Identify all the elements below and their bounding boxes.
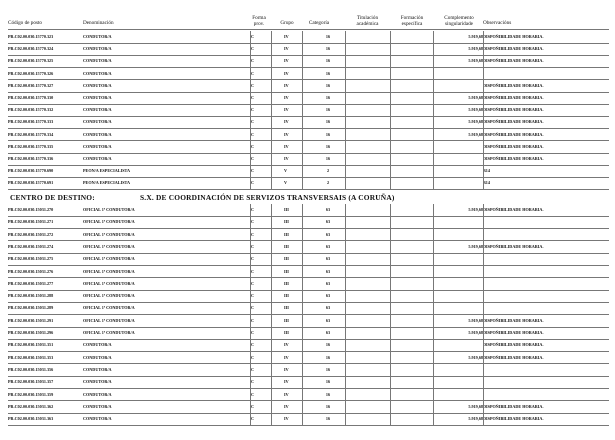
table-row <box>8 204 609 216</box>
cell-forma: C <box>251 317 255 323</box>
cell-complemento: 5.919,68 <box>468 58 483 64</box>
cell-complemento: 5.919,68 <box>468 207 483 212</box>
cell-denominacion: CONDUTOR/A <box>83 70 112 76</box>
table-row <box>8 364 609 376</box>
column-separator <box>483 204 484 425</box>
cell-categoria: 63 <box>325 207 331 212</box>
cell-code: PR.C02.00.030.15031.271 <box>8 219 54 225</box>
cell-forma: C <box>251 305 255 311</box>
cell-grupo: III <box>284 330 289 335</box>
column-separator <box>345 204 346 425</box>
cell-complemento: 5.919,68 <box>468 95 483 100</box>
cell-code: PR.C02.00.030.15770.334 <box>8 131 54 137</box>
cell-forma: C <box>251 280 255 286</box>
cell-denominacion: CONDUTOR/A <box>83 143 112 149</box>
column-separator <box>433 31 434 190</box>
cell-grupo: IV <box>284 58 289 64</box>
cell-forma: C <box>251 379 255 385</box>
cell-grupo: IV <box>284 82 289 88</box>
cell-code: PR.C02.00.030.15770.333 <box>8 119 54 125</box>
cell-denominacion: OFICIAL 1ª CONDUTOR/A <box>83 330 135 335</box>
table-row <box>8 116 609 128</box>
column-separator <box>345 31 346 190</box>
table-row <box>8 241 609 253</box>
table-row <box>8 266 609 278</box>
cell-grupo: III <box>284 256 289 262</box>
row-rule <box>8 189 609 190</box>
cell-categoria: 16 <box>325 70 331 76</box>
header-titulacion <box>345 15 390 27</box>
cell-denominacion: CONDUTOR/A <box>83 379 112 385</box>
cell-code: PR.C02.00.030.15031.276 <box>8 268 54 274</box>
cell-categoria: 16 <box>325 391 331 397</box>
cell-complemento: 5.919,68 <box>468 416 483 422</box>
cell-code: PR.C02.00.030.15031.351 <box>8 342 54 348</box>
cell-complemento: 5.919,68 <box>468 317 483 323</box>
cell-categoria: 2 <box>326 180 330 186</box>
cell-denominacion: OFICIAL 1ª CONDUTOR/A <box>83 256 135 262</box>
cell-observacions: DISPOÑIBILIDADE HORARIA. <box>483 403 544 409</box>
cell-categoria: 63 <box>325 231 331 237</box>
cell-code: PR.C02.00.030.15031.272 <box>8 231 54 237</box>
cell-denominacion: CONDUTOR/A <box>83 366 112 372</box>
cell-grupo: IV <box>284 391 289 397</box>
cell-forma: C <box>251 131 255 137</box>
cell-complemento: 5.919,68 <box>468 107 483 113</box>
cell-denominacion: CONDUTOR/A <box>83 46 112 52</box>
table-row <box>8 327 609 339</box>
cell-forma: C <box>251 330 255 335</box>
cell-categoria: 63 <box>325 243 331 249</box>
cell-forma: C <box>251 243 255 249</box>
cell-code: PR.C02.00.030.15031.289 <box>8 305 54 311</box>
cell-categoria: 63 <box>325 256 331 262</box>
cell-observacions: DISPOÑIBILIDADE HORARIA. <box>483 330 544 335</box>
cell-categoria: 16 <box>325 342 331 348</box>
column-separator <box>302 31 303 190</box>
cell-forma: C <box>251 416 255 422</box>
header-complemento-line2: singularidade <box>445 21 473 27</box>
cell-forma: C <box>251 95 255 100</box>
table-row <box>8 153 609 165</box>
cell-code: PR.C02.00.030.15031.353 <box>8 354 54 360</box>
header-categoria: Categoría <box>308 20 330 26</box>
cell-observacions: DISPOÑIBILIDADE HORARIA. <box>483 354 544 360</box>
cell-grupo: IV <box>284 366 289 372</box>
cell-complemento: 5.919,68 <box>468 243 483 249</box>
cell-complemento: 5.919,68 <box>468 403 483 409</box>
cell-code: PR.C02.00.030.15770.327 <box>8 82 54 88</box>
cell-grupo: V <box>284 168 288 174</box>
cell-forma: C <box>251 180 255 186</box>
header-formacion-line2: específica <box>401 21 423 27</box>
cell-observacions: DISPOÑIBILIDADE HORARIA. <box>483 34 544 39</box>
cell-code: PR.C02.00.030.15031.359 <box>8 391 54 397</box>
cell-categoria: 16 <box>325 379 331 385</box>
column-separator <box>483 31 484 190</box>
cell-grupo: III <box>284 268 289 274</box>
table-row <box>8 68 609 80</box>
header-forma-line2: prov. <box>253 21 265 27</box>
table-row <box>8 216 609 228</box>
cell-code: PR.C02.00.030.15031.356 <box>8 366 54 372</box>
cell-code: PR.C02.00.030.15031.288 <box>8 293 54 299</box>
cell-code: PR.C02.00.030.15770.690 <box>8 168 54 174</box>
cell-observacions: DISPOÑIBILIDADE HORARIA. <box>483 95 544 100</box>
cell-denominacion: CONDUTOR/A <box>83 416 112 422</box>
cell-denominacion: OFICIAL 1ª CONDUTOR/A <box>83 280 135 286</box>
table-row <box>8 31 609 43</box>
cell-categoria: 63 <box>325 330 331 335</box>
cell-grupo: IV <box>284 403 289 409</box>
cell-complemento: 5.919,68 <box>468 46 483 52</box>
cell-categoria: 16 <box>325 143 331 149</box>
table-row <box>8 352 609 364</box>
cell-code: PR.C02.00.030.15031.274 <box>8 243 54 249</box>
cell-denominacion: CONDUTOR/A <box>83 131 112 137</box>
cell-denominacion: OFICIAL 1ª CONDUTOR/A <box>83 219 135 225</box>
cell-complemento: 5.919,68 <box>468 354 483 360</box>
cell-code: PR.C02.00.030.15770.330 <box>8 95 54 100</box>
cell-grupo: IV <box>284 416 289 422</box>
cell-grupo: III <box>284 305 289 311</box>
cell-code: PR.C02.00.030.15031.363 <box>8 416 54 422</box>
cell-categoria: 16 <box>325 34 331 39</box>
cell-forma: C <box>251 403 255 409</box>
header-titulacion-line2: académica <box>356 21 379 27</box>
cell-complemento: 5.919,68 <box>468 330 483 335</box>
cell-categoria: 63 <box>325 317 331 323</box>
header-forma <box>248 15 270 27</box>
cell-grupo: IV <box>284 119 289 125</box>
cell-categoria: 16 <box>325 366 331 372</box>
cell-grupo: V <box>284 180 288 186</box>
cell-denominacion: PEON/A ESPECIALISTA <box>83 168 131 174</box>
table-row <box>8 55 609 67</box>
cell-grupo: IV <box>284 107 289 113</box>
cell-observacions: B14 <box>483 168 490 174</box>
cell-complemento: 5.919,68 <box>468 34 483 39</box>
cell-grupo: III <box>284 280 289 286</box>
cell-forma: C <box>251 219 255 225</box>
cell-forma: C <box>251 70 255 76</box>
cell-categoria: 16 <box>325 82 331 88</box>
table-row <box>8 376 609 388</box>
cell-code: PR.C02.00.030.15031.275 <box>8 256 54 262</box>
cell-denominacion: CONDUTOR/A <box>83 119 112 125</box>
cell-denominacion: OFICIAL 1ª CONDUTOR/A <box>83 231 135 237</box>
cell-grupo: IV <box>284 46 289 52</box>
cell-code: PR.C02.00.030.15770.324 <box>8 46 54 52</box>
cell-observacions: DISPOÑIBILIDADE HORARIA. <box>483 82 544 88</box>
header-forma-line1: Forma <box>252 15 266 21</box>
cell-denominacion: CONDUTOR/A <box>83 342 112 348</box>
cell-categoria: 63 <box>325 280 331 286</box>
cell-forma: C <box>251 46 255 52</box>
cell-code: PR.C02.00.030.15770.326 <box>8 70 54 76</box>
cell-grupo: IV <box>284 143 289 149</box>
cell-categoria: 16 <box>325 156 331 161</box>
cell-grupo: III <box>284 219 289 225</box>
cell-grupo: IV <box>284 131 289 137</box>
header-complemento-line1: Complemento <box>444 15 474 21</box>
table-row <box>8 253 609 265</box>
cell-observacions: DISPOÑIBILIDADE HORARIA. <box>483 156 544 161</box>
center-name: S.X. DE COORDINACIÓN DE SERVIZOS TRANSVERSAIS (A CORUÑA) <box>140 193 395 202</box>
column-separator <box>433 204 434 425</box>
cell-forma: C <box>251 342 255 348</box>
cell-forma: C <box>251 34 255 39</box>
cell-denominacion: CONDUTOR/A <box>83 58 112 64</box>
cell-code: PR.C02.00.030.15770.325 <box>8 58 54 64</box>
cell-code: PR.C02.00.030.15031.277 <box>8 280 54 286</box>
cell-code: PR.C02.00.030.15770.323 <box>8 34 54 39</box>
cell-code: PR.C02.00.030.15770.335 <box>8 143 54 149</box>
cell-complemento: 5.919,68 <box>468 119 483 125</box>
cell-observacions: DISPOÑIBILIDADE HORARIA. <box>483 46 544 52</box>
cell-forma: C <box>251 268 255 274</box>
cell-denominacion: OFICIAL 1ª CONDUTOR/A <box>83 268 135 274</box>
row-rule <box>8 425 609 426</box>
column-separator <box>271 31 272 190</box>
table-row <box>8 389 609 401</box>
cell-denominacion: OFICIAL 1ª CONDUTOR/A <box>83 305 135 311</box>
cell-categoria: 2 <box>326 168 330 174</box>
cell-grupo: IV <box>284 379 289 385</box>
cell-categoria: 16 <box>325 58 331 64</box>
cell-code: PR.C02.00.030.15031.296 <box>8 330 54 335</box>
cell-observacions: DISPOÑIBILIDADE HORARIA. <box>483 207 544 212</box>
cell-denominacion: CONDUTOR/A <box>83 82 112 88</box>
cell-forma: C <box>251 168 255 174</box>
cell-denominacion: CONDUTOR/A <box>83 354 112 360</box>
table-row <box>8 302 609 314</box>
column-separator <box>302 204 303 425</box>
cell-code: PR.C02.00.030.15031.270 <box>8 207 54 212</box>
cell-categoria: 16 <box>325 107 331 113</box>
cell-denominacion: CONDUTOR/A <box>83 34 112 39</box>
table-row <box>8 80 609 92</box>
header-complemento <box>433 15 485 27</box>
cell-code: PR.C02.00.030.15770.332 <box>8 107 54 113</box>
cell-categoria: 16 <box>325 354 331 360</box>
cell-categoria: 63 <box>325 268 331 274</box>
cell-forma: C <box>251 391 255 397</box>
table-row <box>8 177 609 189</box>
cell-forma: C <box>251 256 255 262</box>
table-row <box>8 278 609 290</box>
cell-forma: C <box>251 156 255 161</box>
cell-categoria: 16 <box>325 119 331 125</box>
cell-forma: C <box>251 82 255 88</box>
header-observacions: Observacións <box>483 20 512 26</box>
cell-observacions: DISPOÑIBILIDADE HORARIA. <box>483 342 544 348</box>
cell-categoria: 16 <box>325 46 331 52</box>
table-row <box>8 92 609 104</box>
header-codigo: Código de posto <box>8 20 43 26</box>
table-row <box>8 290 609 302</box>
header-formacion-line1: Formación <box>400 15 424 21</box>
cell-denominacion: CONDUTOR/A <box>83 95 112 100</box>
column-separator <box>271 204 272 425</box>
cell-code: PR.C02.00.030.15770.336 <box>8 156 54 161</box>
cell-categoria: 16 <box>325 416 331 422</box>
cell-observacions: DISPOÑIBILIDADE HORARIA. <box>483 243 544 249</box>
header-denominacion: Denominación <box>83 20 114 26</box>
cell-observacions: DISPOÑIBILIDADE HORARIA. <box>483 131 544 137</box>
cell-grupo: III <box>284 293 289 299</box>
table-row <box>8 43 609 55</box>
table-row <box>8 413 609 425</box>
cell-categoria: 16 <box>325 131 331 137</box>
cell-observacions: DISPOÑIBILIDADE HORARIA. <box>483 58 544 64</box>
cell-forma: C <box>251 366 255 372</box>
header-rule <box>8 29 609 30</box>
cell-grupo: IV <box>284 354 289 360</box>
cell-categoria: 63 <box>325 219 331 225</box>
cell-forma: C <box>251 231 255 237</box>
cell-forma: C <box>251 107 255 113</box>
cell-forma: C <box>251 119 255 125</box>
cell-denominacion: OFICIAL 1ª CONDUTOR/A <box>83 207 135 212</box>
header-grupo: Grupo <box>280 20 294 26</box>
cell-forma: C <box>251 354 255 360</box>
column-separator <box>390 31 391 190</box>
table-row <box>8 401 609 413</box>
cell-grupo: IV <box>284 95 289 100</box>
cell-denominacion: PEON/A ESPECIALISTA <box>83 180 131 186</box>
cell-grupo: III <box>284 317 289 323</box>
cell-denominacion: OFICIAL 1ª CONDUTOR/A <box>83 243 135 249</box>
cell-observacions: DISPOÑIBILIDADE HORARIA. <box>483 416 544 422</box>
cell-grupo: III <box>284 207 289 212</box>
cell-grupo: IV <box>284 342 289 348</box>
table-row <box>8 229 609 241</box>
cell-forma: C <box>251 207 255 212</box>
cell-observacions: DISPOÑIBILIDADE HORARIA. <box>483 119 544 125</box>
cell-forma: C <box>251 293 255 299</box>
column-separator <box>390 204 391 425</box>
cell-observacions: DISPOÑIBILIDADE HORARIA. <box>483 107 544 113</box>
cell-denominacion: CONDUTOR/A <box>83 403 112 409</box>
table-row <box>8 104 609 116</box>
cell-grupo: IV <box>284 156 289 161</box>
cell-denominacion: CONDUTOR/A <box>83 107 112 113</box>
table-row <box>8 141 609 153</box>
column-separator <box>250 31 251 190</box>
cell-categoria: 63 <box>325 293 331 299</box>
header-formacion <box>391 15 433 27</box>
cell-categoria: 16 <box>325 403 331 409</box>
header-titulacion-line1: Titulación <box>356 15 379 21</box>
cell-denominacion: CONDUTOR/A <box>83 156 112 161</box>
cell-categoria: 16 <box>325 95 331 100</box>
cell-code: PR.C02.00.030.15031.357 <box>8 379 54 385</box>
cell-code: PR.C02.00.030.15031.362 <box>8 403 54 409</box>
table-row <box>8 339 609 351</box>
cell-denominacion: CONDUTOR/A <box>83 391 112 397</box>
cell-grupo: IV <box>284 70 289 76</box>
cell-forma: C <box>251 58 255 64</box>
cell-categoria: 63 <box>325 305 331 311</box>
cell-grupo: III <box>284 231 289 237</box>
table-row <box>8 315 609 327</box>
cell-grupo: IV <box>284 34 289 39</box>
column-separator <box>250 204 251 425</box>
cell-forma: C <box>251 143 255 149</box>
cell-observacions: DISPOÑIBILIDADE HORARIA. <box>483 317 544 323</box>
cell-observacions: DISPOÑIBILIDADE HORARIA. <box>483 143 544 149</box>
center-label: CENTRO DE DESTINO: <box>10 193 95 202</box>
cell-observacions: B14 <box>483 180 490 186</box>
table-row <box>8 129 609 141</box>
table-row <box>8 165 609 177</box>
cell-code: PR.C02.00.030.15031.291 <box>8 317 54 323</box>
cell-denominacion: OFICIAL 1ª CONDUTOR/A <box>83 293 135 299</box>
cell-code: PR.C02.00.030.15770.691 <box>8 180 54 186</box>
cell-complemento: 5.919,68 <box>468 131 483 137</box>
cell-grupo: III <box>284 243 289 249</box>
cell-denominacion: OFICIAL 1ª CONDUTOR/A <box>83 317 135 323</box>
